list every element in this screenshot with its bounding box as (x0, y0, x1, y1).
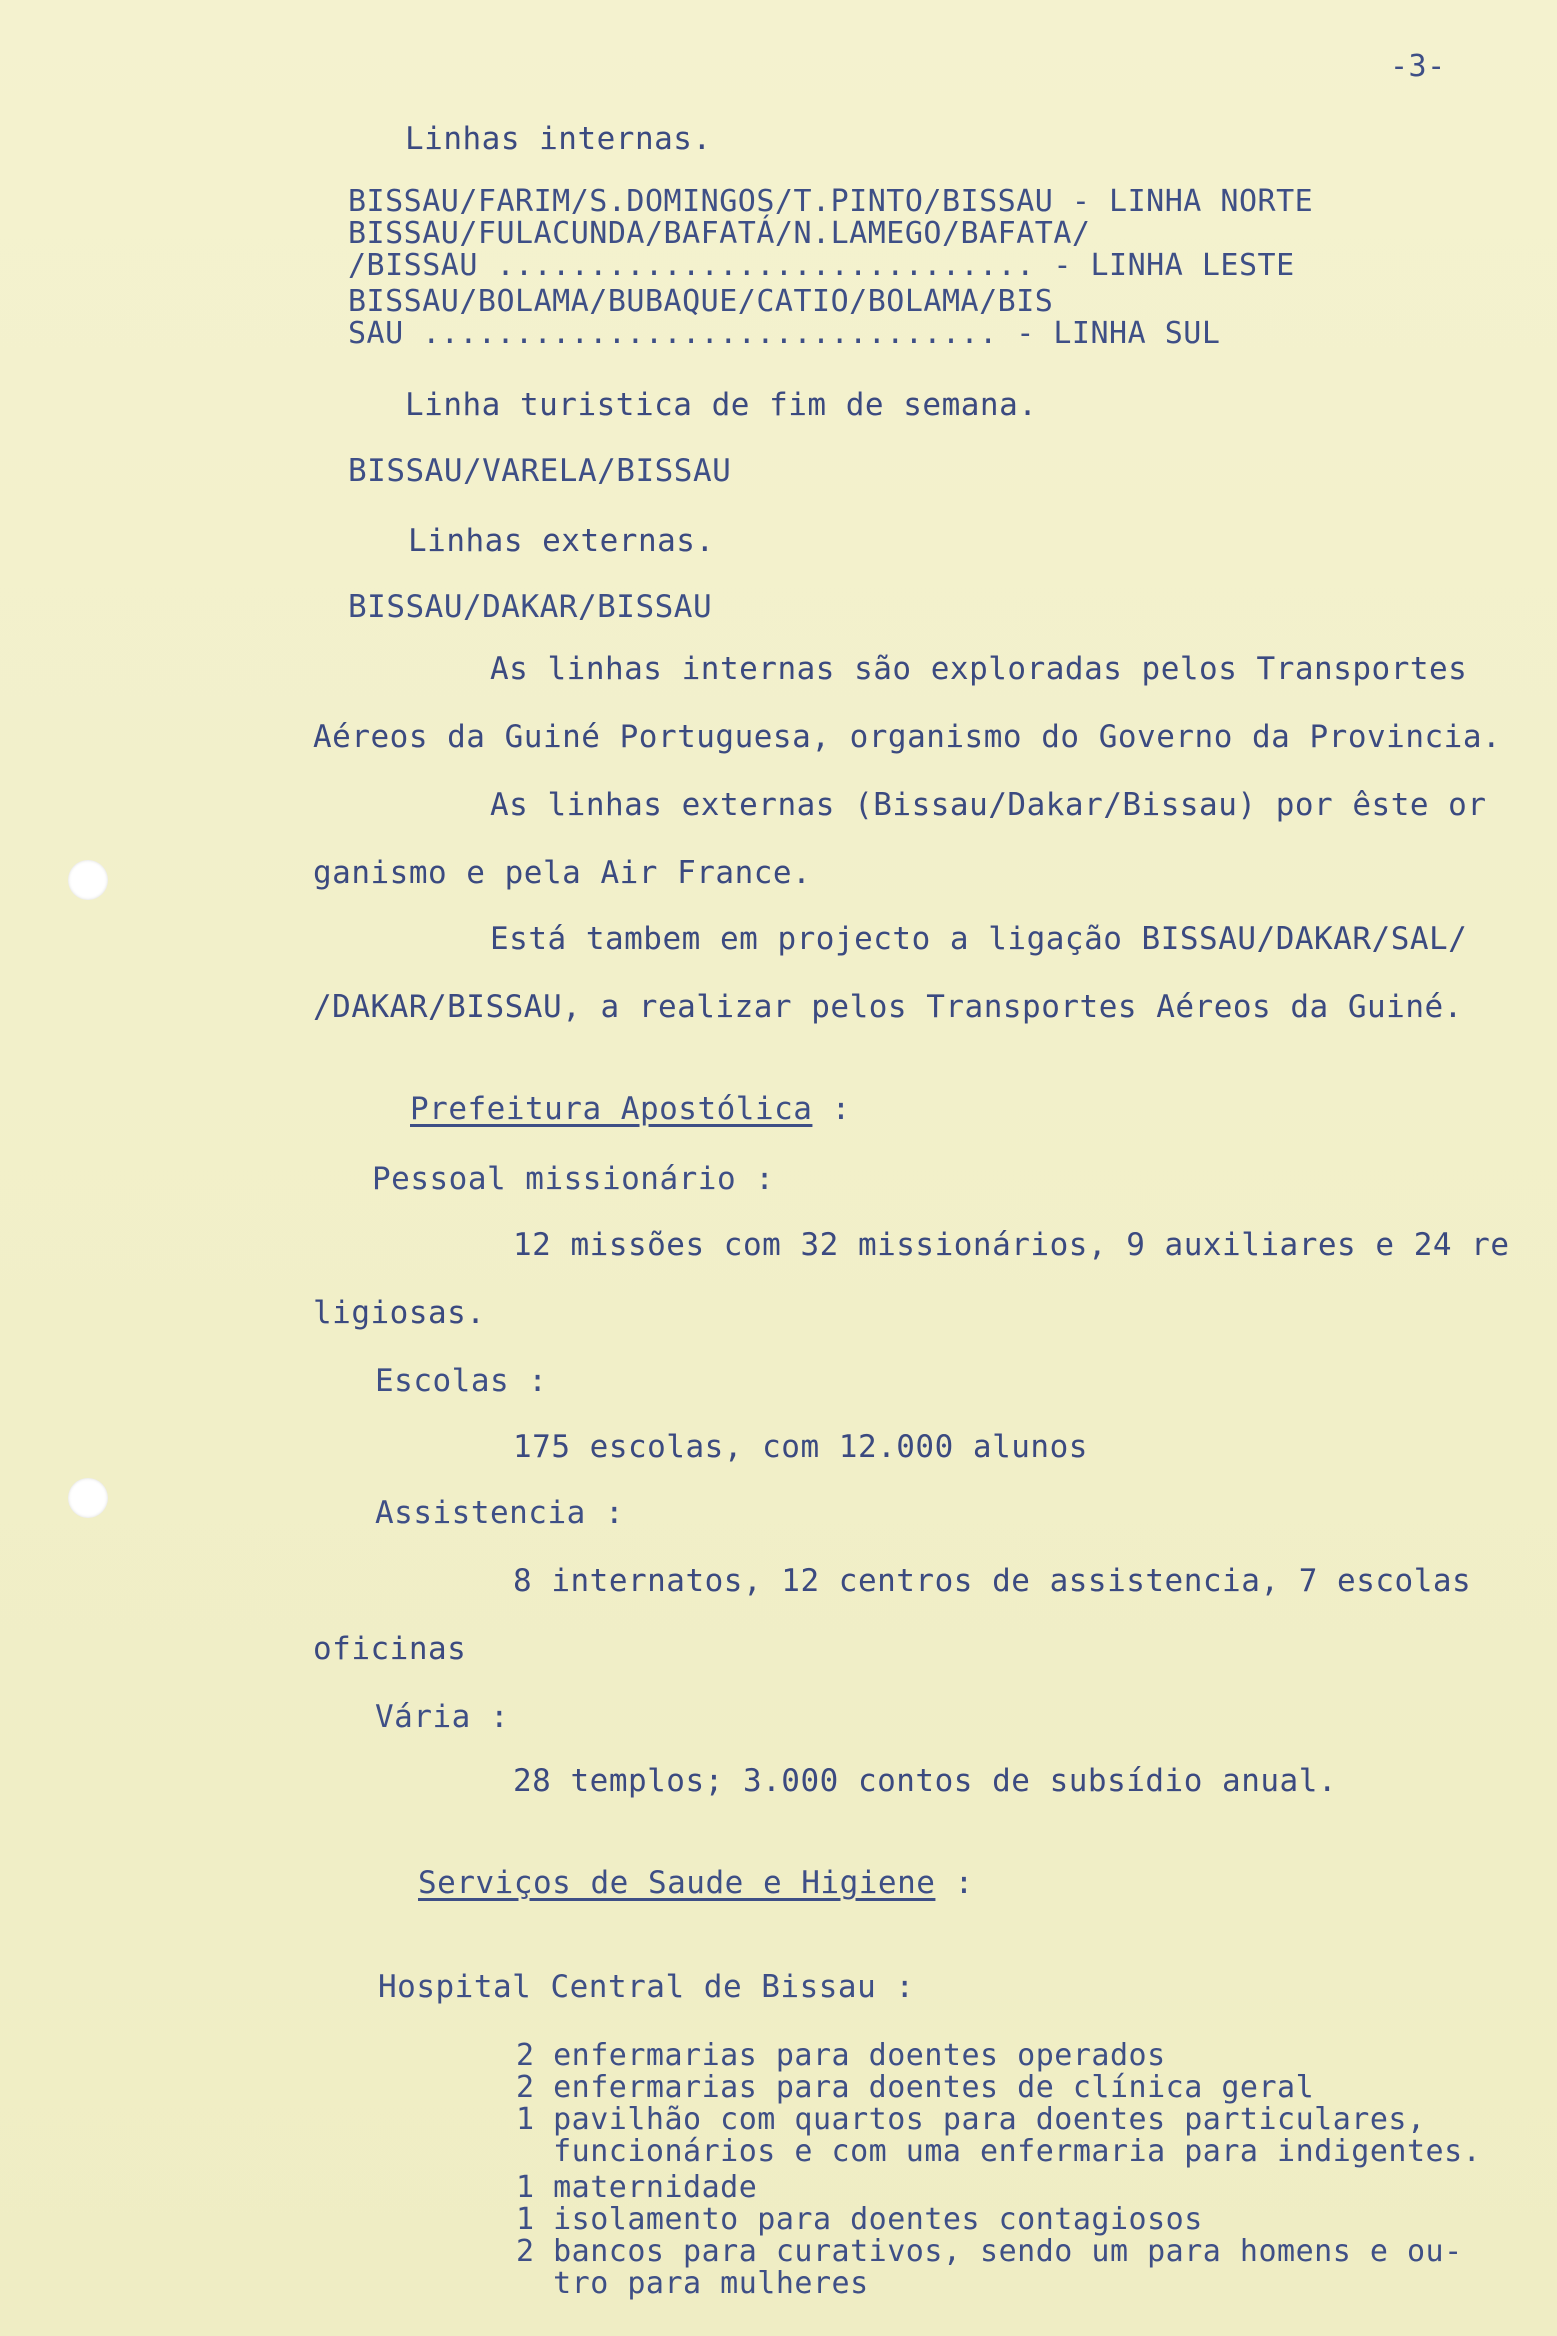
hospital-item: funcionários e com uma enfermaria para indigentes. (516, 2134, 1482, 2169)
hospital-item: 2 enfermarias para doentes operados (516, 2038, 1166, 2073)
saude-section-heading (418, 1866, 974, 1900)
route-north: BISSAU/FARIM/S.DOMINGOS/T.PINTO/BISSAU - LINHA NORTE (348, 184, 1314, 219)
paragraph-1-line-2: Aéreos da Guiné Portuguesa, organismo do Governo da Provincia. (313, 719, 1502, 755)
hospital-item: 1 pavilhão com quartos para doentes particulares, (516, 2102, 1426, 2137)
external-route: BISSAU/DAKAR/BISSAU (348, 589, 713, 625)
hospital-item: tro para mulheres (516, 2266, 869, 2301)
saude-heading-text: Serviços de Saude e Higiene (418, 1865, 936, 1901)
varia-text: 28 templos; 3.000 contos de subsídio anual. (513, 1763, 1338, 1799)
escolas-label: Escolas : (375, 1363, 548, 1399)
assistencia-label: Assistencia : (375, 1495, 625, 1531)
prefeitura-section-heading (410, 1092, 851, 1126)
route-east-line1: BISSAU/FULACUNDA/BAFATÁ/N.LAMEGO/BAFATA/ (348, 216, 1091, 251)
paragraph-3-line-2: /DAKAR/BISSAU, a realizar pelos Transportes Aéreos da Guiné. (313, 989, 1463, 1025)
assistencia-text-line-2: oficinas (313, 1631, 467, 1667)
punch-hole (68, 1478, 108, 1518)
paragraph-3-line-1: Está tambem em projecto a ligação BISSAU/DAKAR/SAL/ (490, 921, 1468, 957)
tourist-route: BISSAU/VARELA/BISSAU (348, 453, 732, 489)
route-south-line2: SAU ............................... - LINHA SUL (348, 316, 1221, 351)
internal-lines-heading: Linhas internas. (405, 121, 712, 157)
route-south-line1: BISSAU/BOLAMA/BUBAQUE/CATIO/BOLAMA/BIS (348, 284, 1054, 319)
pessoal-label: Pessoal missionário : (372, 1161, 775, 1197)
page-number: -3- (1390, 49, 1446, 84)
paragraph-2-line-2: ganismo e pela Air France. (313, 855, 812, 891)
paragraph-1-line-1: As linhas internas são exploradas pelos Transportes (490, 651, 1468, 687)
saude-heading-colon: : (935, 1865, 974, 1901)
hospital-label: Hospital Central de Bissau : (378, 1969, 915, 2005)
hospital-item: 2 bancos para curativos, sendo um para homens e ou- (516, 2234, 1463, 2269)
punch-hole (68, 860, 108, 900)
escolas-text: 175 escolas, com 12.000 alunos (513, 1429, 1088, 1465)
prefeitura-heading-text: Prefeitura Apostólica (410, 1091, 813, 1127)
paragraph-2-line-1: As linhas externas (Bissau/Dakar/Bissau) por êste or (490, 787, 1487, 823)
hospital-item: 1 maternidade (516, 2170, 758, 2205)
pessoal-text-line-1: 12 missões com 32 missionários, 9 auxiliares e 24 re (513, 1227, 1510, 1263)
tourist-line-heading: Linha turistica de fim de semana. (405, 387, 1038, 423)
external-lines-heading: Linhas externas. (408, 523, 715, 559)
assistencia-text-line-1: 8 internatos, 12 centros de assistencia, 7 escolas (513, 1563, 1472, 1599)
route-east-line2: /BISSAU ............................. - LINHA LESTE (348, 248, 1295, 283)
pessoal-text-line-2: ligiosas. (313, 1295, 486, 1331)
hospital-item: 1 isolamento para doentes contagiosos (516, 2202, 1203, 2237)
varia-label: Vária : (375, 1699, 510, 1735)
hospital-item: 2 enfermarias para doentes de clínica geral (516, 2070, 1315, 2105)
prefeitura-heading-colon: : (812, 1091, 851, 1127)
